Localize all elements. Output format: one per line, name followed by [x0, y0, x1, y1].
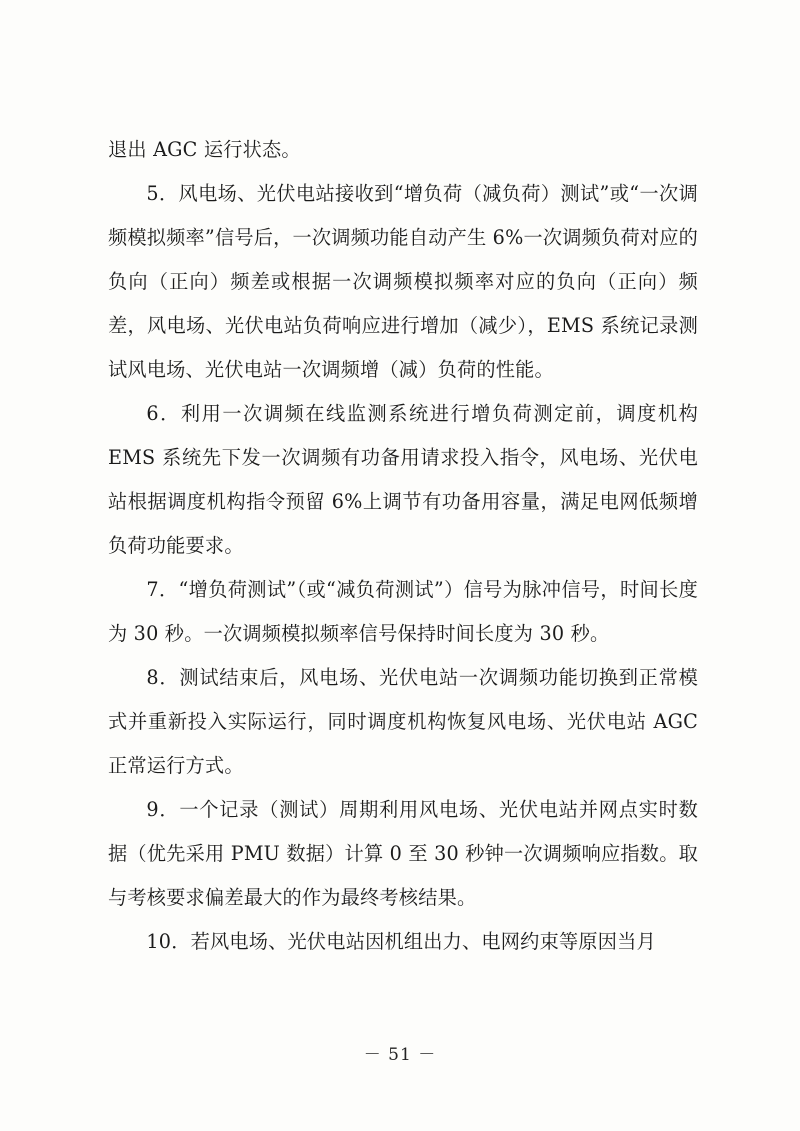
paragraph-continuation: 退出 AGC 运行状态。: [108, 138, 301, 161]
paragraph-item-6: 6．利用一次调频在线监测系统进行增负荷测定前，调度机构 EMS 系统先下发一次调频有功备用请求投入指令，风电场、光伏电站根据调度机构指令预留 6%上调节有功备用容量，满足电网低频增负荷功能要求。: [108, 402, 705, 557]
page-number: － 51 －: [363, 1045, 437, 1065]
paragraph-item-7: 7．“增负荷测试”（或“减负荷测试”）信号为脉冲信号，时间长度为 30 秒。一次调频模拟频率信号保持时间长度为 30 秒。: [108, 578, 698, 645]
paragraph-item-8: 8．测试结束后，风电场、光伏电站一次调频功能切换到正常模式并重新投入实际运行，同时调度机构恢复风电场、光伏电站 AGC 正常运行方式。: [108, 666, 705, 777]
paragraph-item-5: 5．风电场、光伏电站接收到“增负荷（减负荷）测试”或“一次调频模拟频率”信号后，一次调频功能自动产生 6%一次调频负荷对应的负向（正向）频差或根据一次调频模拟频率对应的负向（正向）频差，风电场、光伏电站负荷响应进行增加（减少），EMS 系统记录测试风电场、光伏电站一次调频增（减）负荷的性能。: [108, 182, 698, 381]
paragraph-item-10: 10．若风电场、光伏电站因机组出力、电网约束等原因当月: [146, 930, 656, 953]
page-body: [108, 128, 705, 964]
page-footer: [0, 1040, 800, 1065]
paragraph-item-9: 9．一个记录（测试）周期利用风电场、光伏电站并网点实时数据（优先采用 PMU 数据）计算 0 至 30 秒钟一次调频响应指数。取与考核要求偏差最大的作为最终考核结果。: [108, 798, 698, 909]
